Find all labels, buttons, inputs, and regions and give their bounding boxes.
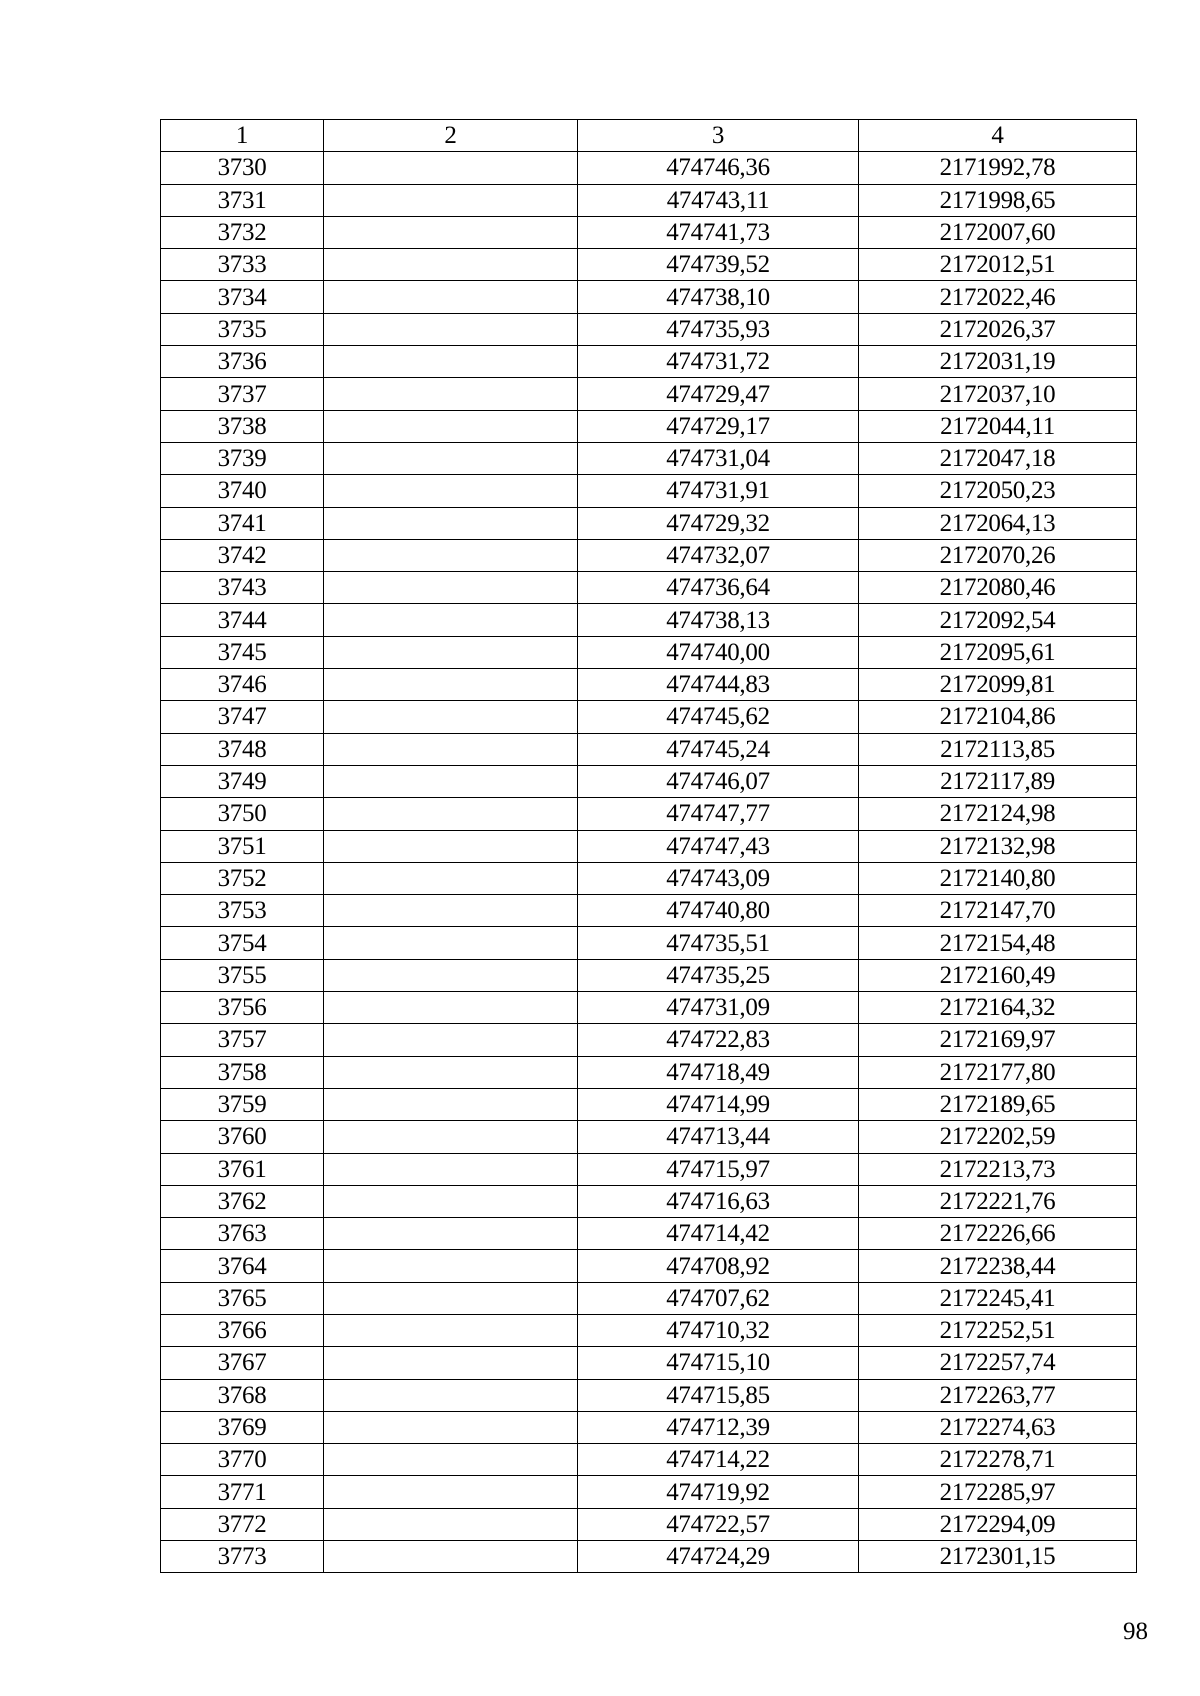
point-number-cell: 3750 xyxy=(161,798,324,830)
x-coordinate-cell: 474707,62 xyxy=(578,1282,859,1314)
point-number-cell: 3772 xyxy=(161,1508,324,1540)
y-coordinate-cell: 2172113,85 xyxy=(859,733,1137,765)
column-2-cell xyxy=(324,572,578,604)
x-coordinate-cell: 474738,13 xyxy=(578,604,859,636)
point-number-cell: 3759 xyxy=(161,1088,324,1120)
x-coordinate-cell: 474719,92 xyxy=(578,1476,859,1508)
x-coordinate-cell: 474718,49 xyxy=(578,1056,859,1088)
coordinates-table xyxy=(160,119,1137,1573)
x-coordinate-cell: 474740,00 xyxy=(578,636,859,668)
table-row xyxy=(161,895,1137,927)
column-2-cell xyxy=(324,669,578,701)
x-coordinate-cell: 474729,17 xyxy=(578,410,859,442)
column-2-cell xyxy=(324,152,578,184)
point-number-cell: 3731 xyxy=(161,184,324,216)
column-2-cell xyxy=(324,1250,578,1282)
y-coordinate-cell: 2172124,98 xyxy=(859,798,1137,830)
y-coordinate-cell: 2172257,74 xyxy=(859,1347,1137,1379)
y-coordinate-cell: 2172177,80 xyxy=(859,1056,1137,1088)
column-2-cell xyxy=(324,1153,578,1185)
x-coordinate-cell: 474735,25 xyxy=(578,959,859,991)
x-coordinate-cell: 474714,42 xyxy=(578,1218,859,1250)
point-number-cell: 3773 xyxy=(161,1541,324,1573)
x-coordinate-cell: 474731,04 xyxy=(578,442,859,474)
point-number-cell: 3742 xyxy=(161,539,324,571)
table-row xyxy=(161,572,1137,604)
y-coordinate-cell: 2172012,51 xyxy=(859,249,1137,281)
column-2-cell xyxy=(324,442,578,474)
point-number-cell: 3744 xyxy=(161,604,324,636)
column-2-cell xyxy=(324,992,578,1024)
x-coordinate-cell: 474743,09 xyxy=(578,862,859,894)
column-2-cell xyxy=(324,1282,578,1314)
column-2-cell xyxy=(324,895,578,927)
x-coordinate-cell: 474747,43 xyxy=(578,830,859,862)
y-coordinate-cell: 2172099,81 xyxy=(859,669,1137,701)
y-coordinate-cell: 2172080,46 xyxy=(859,572,1137,604)
point-number-cell: 3757 xyxy=(161,1024,324,1056)
table-row xyxy=(161,410,1137,442)
y-coordinate-cell: 2172132,98 xyxy=(859,830,1137,862)
table-row xyxy=(161,1347,1137,1379)
table-row xyxy=(161,346,1137,378)
x-coordinate-cell: 474743,11 xyxy=(578,184,859,216)
point-number-cell: 3765 xyxy=(161,1282,324,1314)
column-2-cell xyxy=(324,507,578,539)
point-number-cell: 3770 xyxy=(161,1444,324,1476)
x-coordinate-cell: 474736,64 xyxy=(578,572,859,604)
point-number-cell: 3763 xyxy=(161,1218,324,1250)
y-coordinate-cell: 2172285,97 xyxy=(859,1476,1137,1508)
table-header xyxy=(161,120,1137,152)
column-2-cell xyxy=(324,636,578,668)
point-number-cell: 3756 xyxy=(161,992,324,1024)
point-number-cell: 3737 xyxy=(161,378,324,410)
x-coordinate-cell: 474747,77 xyxy=(578,798,859,830)
x-coordinate-cell: 474713,44 xyxy=(578,1121,859,1153)
y-coordinate-cell: 2172050,23 xyxy=(859,475,1137,507)
x-coordinate-cell: 474741,73 xyxy=(578,216,859,248)
point-number-cell: 3767 xyxy=(161,1347,324,1379)
x-coordinate-cell: 474746,07 xyxy=(578,765,859,797)
table-row xyxy=(161,1282,1137,1314)
column-2-cell xyxy=(324,313,578,345)
y-coordinate-cell: 2172154,48 xyxy=(859,927,1137,959)
y-coordinate-cell: 2172031,19 xyxy=(859,346,1137,378)
point-number-cell: 3730 xyxy=(161,152,324,184)
table-row xyxy=(161,152,1137,184)
y-coordinate-cell: 2172026,37 xyxy=(859,313,1137,345)
y-coordinate-cell: 2172189,65 xyxy=(859,1088,1137,1120)
point-number-cell: 3733 xyxy=(161,249,324,281)
table-row xyxy=(161,475,1137,507)
y-coordinate-cell: 2172294,09 xyxy=(859,1508,1137,1540)
column-2-cell xyxy=(324,1088,578,1120)
column-2-cell xyxy=(324,1541,578,1573)
point-number-cell: 3771 xyxy=(161,1476,324,1508)
point-number-cell: 3739 xyxy=(161,442,324,474)
table-row xyxy=(161,216,1137,248)
y-coordinate-cell: 2172164,32 xyxy=(859,992,1137,1024)
point-number-cell: 3762 xyxy=(161,1185,324,1217)
column-2-cell xyxy=(324,539,578,571)
x-coordinate-cell: 474714,99 xyxy=(578,1088,859,1120)
table-row xyxy=(161,1024,1137,1056)
y-coordinate-cell: 2172221,76 xyxy=(859,1185,1137,1217)
table-row xyxy=(161,1153,1137,1185)
table-row xyxy=(161,1088,1137,1120)
table-row xyxy=(161,927,1137,959)
point-number-cell: 3748 xyxy=(161,733,324,765)
table-row xyxy=(161,1476,1137,1508)
point-number-cell: 3751 xyxy=(161,830,324,862)
y-coordinate-cell: 2172301,15 xyxy=(859,1541,1137,1573)
point-number-cell: 3758 xyxy=(161,1056,324,1088)
x-coordinate-cell: 474738,10 xyxy=(578,281,859,313)
x-coordinate-cell: 474715,10 xyxy=(578,1347,859,1379)
x-coordinate-cell: 474740,80 xyxy=(578,895,859,927)
point-number-cell: 3755 xyxy=(161,959,324,991)
point-number-cell: 3752 xyxy=(161,862,324,894)
table-row xyxy=(161,1508,1137,1540)
column-2-cell xyxy=(324,927,578,959)
point-number-cell: 3768 xyxy=(161,1379,324,1411)
y-coordinate-cell: 2172252,51 xyxy=(859,1314,1137,1346)
table-row xyxy=(161,313,1137,345)
y-coordinate-cell: 2171992,78 xyxy=(859,152,1137,184)
column-2-cell xyxy=(324,1347,578,1379)
column-2-cell xyxy=(324,378,578,410)
column-2-cell xyxy=(324,475,578,507)
x-coordinate-cell: 474739,52 xyxy=(578,249,859,281)
table-row xyxy=(161,798,1137,830)
table-body xyxy=(161,152,1137,1573)
point-number-cell: 3747 xyxy=(161,701,324,733)
y-coordinate-cell: 2172117,89 xyxy=(859,765,1137,797)
y-coordinate-cell: 2172022,46 xyxy=(859,281,1137,313)
y-coordinate-cell: 2172238,44 xyxy=(859,1250,1137,1282)
column-header-4: 4 xyxy=(859,120,1137,152)
point-number-cell: 3740 xyxy=(161,475,324,507)
table-row xyxy=(161,669,1137,701)
point-number-cell: 3766 xyxy=(161,1314,324,1346)
y-coordinate-cell: 2172047,18 xyxy=(859,442,1137,474)
column-2-cell xyxy=(324,1218,578,1250)
table-row xyxy=(161,830,1137,862)
column-2-cell xyxy=(324,1314,578,1346)
table-row xyxy=(161,1250,1137,1282)
column-2-cell xyxy=(324,410,578,442)
y-coordinate-cell: 2172140,80 xyxy=(859,862,1137,894)
y-coordinate-cell: 2172245,41 xyxy=(859,1282,1137,1314)
x-coordinate-cell: 474731,72 xyxy=(578,346,859,378)
column-2-cell xyxy=(324,862,578,894)
table-row xyxy=(161,1541,1137,1573)
page-number: 98 xyxy=(1123,1618,1148,1645)
point-number-cell: 3769 xyxy=(161,1411,324,1443)
y-coordinate-cell: 2172092,54 xyxy=(859,604,1137,636)
point-number-cell: 3761 xyxy=(161,1153,324,1185)
point-number-cell: 3736 xyxy=(161,346,324,378)
table-row xyxy=(161,1379,1137,1411)
table-row xyxy=(161,959,1137,991)
x-coordinate-cell: 474729,47 xyxy=(578,378,859,410)
point-number-cell: 3738 xyxy=(161,410,324,442)
point-number-cell: 3745 xyxy=(161,636,324,668)
x-coordinate-cell: 474722,83 xyxy=(578,1024,859,1056)
point-number-cell: 3749 xyxy=(161,765,324,797)
column-header-3: 3 xyxy=(578,120,859,152)
x-coordinate-cell: 474708,92 xyxy=(578,1250,859,1282)
point-number-cell: 3732 xyxy=(161,216,324,248)
table-row xyxy=(161,249,1137,281)
table-row xyxy=(161,604,1137,636)
y-coordinate-cell: 2172202,59 xyxy=(859,1121,1137,1153)
x-coordinate-cell: 474710,32 xyxy=(578,1314,859,1346)
column-2-cell xyxy=(324,281,578,313)
y-coordinate-cell: 2171998,65 xyxy=(859,184,1137,216)
header-row xyxy=(161,120,1137,152)
y-coordinate-cell: 2172263,77 xyxy=(859,1379,1137,1411)
table-row xyxy=(161,378,1137,410)
table-row xyxy=(161,1444,1137,1476)
x-coordinate-cell: 474745,62 xyxy=(578,701,859,733)
column-header-2: 2 xyxy=(324,120,578,152)
x-coordinate-cell: 474731,91 xyxy=(578,475,859,507)
table-row xyxy=(161,701,1137,733)
table-row xyxy=(161,442,1137,474)
x-coordinate-cell: 474722,57 xyxy=(578,1508,859,1540)
y-coordinate-cell: 2172070,26 xyxy=(859,539,1137,571)
x-coordinate-cell: 474712,39 xyxy=(578,1411,859,1443)
column-2-cell xyxy=(324,1056,578,1088)
y-coordinate-cell: 2172226,66 xyxy=(859,1218,1137,1250)
column-2-cell xyxy=(324,249,578,281)
table-row xyxy=(161,539,1137,571)
y-coordinate-cell: 2172037,10 xyxy=(859,378,1137,410)
table-row xyxy=(161,765,1137,797)
table-row xyxy=(161,1314,1137,1346)
point-number-cell: 3734 xyxy=(161,281,324,313)
x-coordinate-cell: 474735,93 xyxy=(578,313,859,345)
column-2-cell xyxy=(324,1024,578,1056)
table-row xyxy=(161,992,1137,1024)
y-coordinate-cell: 2172044,11 xyxy=(859,410,1137,442)
table-row xyxy=(161,636,1137,668)
point-number-cell: 3760 xyxy=(161,1121,324,1153)
x-coordinate-cell: 474715,97 xyxy=(578,1153,859,1185)
table-row xyxy=(161,1218,1137,1250)
y-coordinate-cell: 2172278,71 xyxy=(859,1444,1137,1476)
x-coordinate-cell: 474716,63 xyxy=(578,1185,859,1217)
column-2-cell xyxy=(324,798,578,830)
table-row xyxy=(161,733,1137,765)
point-number-cell: 3764 xyxy=(161,1250,324,1282)
table-row xyxy=(161,1121,1137,1153)
y-coordinate-cell: 2172274,63 xyxy=(859,1411,1137,1443)
column-header-1: 1 xyxy=(161,120,324,152)
x-coordinate-cell: 474731,09 xyxy=(578,992,859,1024)
table-row xyxy=(161,281,1137,313)
column-2-cell xyxy=(324,184,578,216)
x-coordinate-cell: 474714,22 xyxy=(578,1444,859,1476)
column-2-cell xyxy=(324,701,578,733)
y-coordinate-cell: 2172160,49 xyxy=(859,959,1137,991)
y-coordinate-cell: 2172064,13 xyxy=(859,507,1137,539)
column-2-cell xyxy=(324,1411,578,1443)
point-number-cell: 3743 xyxy=(161,572,324,604)
column-2-cell xyxy=(324,1379,578,1411)
point-number-cell: 3735 xyxy=(161,313,324,345)
point-number-cell: 3754 xyxy=(161,927,324,959)
x-coordinate-cell: 474735,51 xyxy=(578,927,859,959)
table-row xyxy=(161,507,1137,539)
table-row xyxy=(161,1056,1137,1088)
x-coordinate-cell: 474729,32 xyxy=(578,507,859,539)
y-coordinate-cell: 2172147,70 xyxy=(859,895,1137,927)
table-row xyxy=(161,1411,1137,1443)
column-2-cell xyxy=(324,1508,578,1540)
y-coordinate-cell: 2172213,73 xyxy=(859,1153,1137,1185)
y-coordinate-cell: 2172104,86 xyxy=(859,701,1137,733)
column-2-cell xyxy=(324,216,578,248)
point-number-cell: 3741 xyxy=(161,507,324,539)
column-2-cell xyxy=(324,346,578,378)
table-row xyxy=(161,862,1137,894)
column-2-cell xyxy=(324,959,578,991)
point-number-cell: 3746 xyxy=(161,669,324,701)
column-2-cell xyxy=(324,604,578,636)
column-2-cell xyxy=(324,1476,578,1508)
x-coordinate-cell: 474744,83 xyxy=(578,669,859,701)
point-number-cell: 3753 xyxy=(161,895,324,927)
column-2-cell xyxy=(324,733,578,765)
y-coordinate-cell: 2172169,97 xyxy=(859,1024,1137,1056)
y-coordinate-cell: 2172095,61 xyxy=(859,636,1137,668)
y-coordinate-cell: 2172007,60 xyxy=(859,216,1137,248)
x-coordinate-cell: 474745,24 xyxy=(578,733,859,765)
column-2-cell xyxy=(324,765,578,797)
x-coordinate-cell: 474715,85 xyxy=(578,1379,859,1411)
column-2-cell xyxy=(324,1185,578,1217)
x-coordinate-cell: 474746,36 xyxy=(578,152,859,184)
table-row xyxy=(161,184,1137,216)
x-coordinate-cell: 474724,29 xyxy=(578,1541,859,1573)
column-2-cell xyxy=(324,830,578,862)
column-2-cell xyxy=(324,1121,578,1153)
x-coordinate-cell: 474732,07 xyxy=(578,539,859,571)
column-2-cell xyxy=(324,1444,578,1476)
table-row xyxy=(161,1185,1137,1217)
